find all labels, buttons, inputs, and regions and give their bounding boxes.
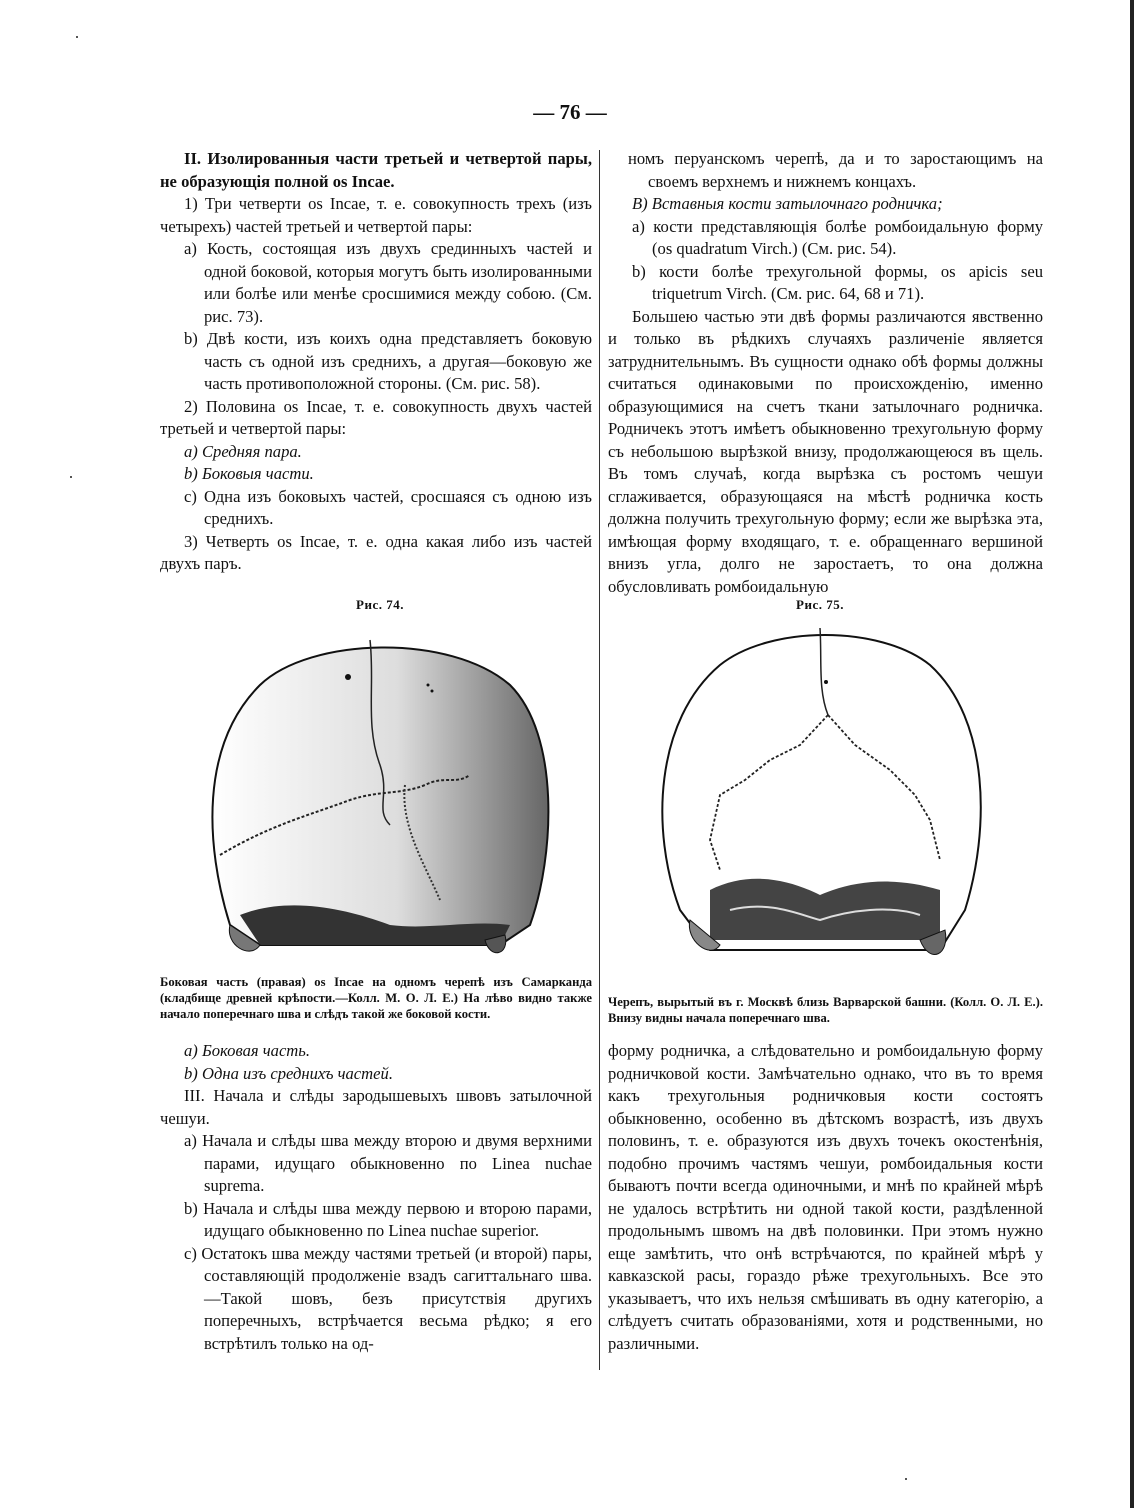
figure-74-skull [200,625,560,970]
item-b-b: b) кости болѣе трехугольной формы, os apicis seu triquetrum Virch. (См. рис. 64, 68 и 71). [632,261,1043,303]
section-heading-ii: II. Изолированныя части третьей и четвертой пары, не образующія полной os Incae. [160,149,592,191]
item-1a: a) Кость, состоящая изъ двухъ срединныхъ частей и одной боковой, которыя могутъ быть изолированными или болѣе или менѣе сросшимися между собою. (См. рис. 73). [184,239,592,326]
item-2a: a) Средняя пара. [184,441,302,461]
item-b-a: a) кости представляющія болѣе ромбоидальную форму (os quadratum Virch.) (См. рис. 54). [632,216,1043,258]
item-3a: a) Боковая часть. [184,1041,310,1060]
figure-75-label: Рис. 75. [796,597,844,612]
paragraph-continuation: форму родничка, а слѣдовательно и ромбоидальную форму родничковой кости. Замѣчательно однако, что въ то время какъ трехугольныя родничковыя кости состоятъ обыкновенно, особенно въ дѣтскомъ возрастѣ, изъ двухъ половинъ, т. е. образуются изъ двухъ точекъ окостенѣнія, подобно прочимъ частямъ чешуи, ромбоидальныя кости бываютъ почти всегда одиночными, и мнѣ по крайней мѣрѣ не удалось встрѣтить ни одной такой кости, раздѣленной продольнымъ швомъ на двѣ половинки. При этомъ нужно еще замѣтить, что онѣ встрѣчаются, по крайней мѣрѣ у кавказской расы, гораздо рѣже трехугольныхъ. Все это указываетъ, что ихъ нельзя смѣшивать въ одну категорію, а слѣдуетъ считать образованіями, хотя и родственными, но различными. [608,1041,1043,1353]
item-3b: b) Одна изъ среднихъ частей. [184,1063,393,1083]
figure-74-caption: Боковая часть (правая) os Incae на одномъ черепѣ изъ Самарканда (кладбище древней крѣпости.—Колл. М. О. Л. Е.) На лѣво видно также начало поперечнаго шва и слѣдъ такой же боковой кости. [160,975,592,1021]
item-1b: b) Двѣ кости, изъ коихъ одна представляетъ боковую часть съ одной изъ среднихъ, а другая—боковую же часть противоположной стороны. (См. рис. 58). [184,329,592,393]
item-iii-c: c) Остатокъ шва между частями третьей (и второй) пары, составляющій продолженіе взадъ сагиттальнаго шва.—Такой шовъ, безъ присутствія другихъ поперечныхъ, встрѣчается весьма рѣдко; я его встрѣтилъ только на од- [184,1243,592,1353]
scan-speck [70,476,72,478]
continuation-text: номъ перуанскомъ черепѣ, да и то заростающимъ на своемъ верхнемъ и нижнемъ концахъ. [628,149,1043,191]
figure-75-caption: Черепъ, вырытый въ г. Москвѣ близь Варварской башни. (Колл. О. Л. Е.). Внизу видны начала поперечнаго шва. [608,995,1043,1025]
item-3: 3) Четверть os Incae, т. е. одна какая либо изъ частей двухъ паръ. [160,531,592,573]
section-heading-iii: III. Начала и слѣды зародышевыхъ швовъ затылочной чешуи. [160,1086,592,1128]
left-column-top [160,148,592,576]
item-b-heading: B) Вставныя кости затылочнаго родничка; [632,194,943,213]
left-column-bottom [160,1040,592,1355]
item-iii-b: b) Начала и слѣды шва между первою и второю парами, идущаго обыкновенно по Linea nuchae superior. [184,1198,592,1240]
scan-speck [76,36,78,38]
scan-speck [905,1478,907,1480]
right-column-top [608,148,1043,598]
item-2: 2) Половина os Incae, т. е. совокупность двухъ частей третьей и четвертой пары: [160,396,592,438]
paragraph-forms: Большею частью эти двѣ формы различаются явственно и только въ рѣдкихъ случаяхъ различеніе является затруднительнымъ. Въ сущности однако обѣ формы должны считаться одинаковыми по происхожденію, именно образующимися на счетъ ткани затылочнаго родничка. Родничекъ этотъ имѣетъ обыкновенно трехугольную форму съ небольшою вырѣзкой внизу, продолжающеюся въ щель. Въ томъ случаѣ, когда вырѣзка съ ростомъ чешуи сглаживается, образующаяся на мѣстѣ родничка кость должна получить трехугольную форму; если же вырѣзка эта, имѣющая форму входящаго, т. е. обращеннаго вершиной внизъ угла, долго не заростаетъ, то она должна обусловливать ромбоидальную [608,306,1043,596]
item-iii-a: a) Начала и слѣды шва между второю и двумя верхними парами, идущаго обыкновенно по Linea nuchae suprema. [184,1131,592,1195]
item-2b: b) Боковыя части. [184,464,314,483]
item-2c: c) Одна изъ боковыхъ частей, сросшаяся съ одною изъ среднихъ. [184,486,592,528]
right-column-bottom [608,1040,1043,1355]
figure-75-skull [650,620,990,975]
scan-edge-shadow [1130,0,1134,1508]
column-divider [599,150,600,1370]
page-number: — 76 — [533,100,607,124]
figure-74-label: Рис. 74. [356,597,404,612]
item-1: 1) Три четверти os Incae, т. е. совокупность трехъ (изъ четырехъ) частей третьей и четвертой пары: [160,194,592,236]
